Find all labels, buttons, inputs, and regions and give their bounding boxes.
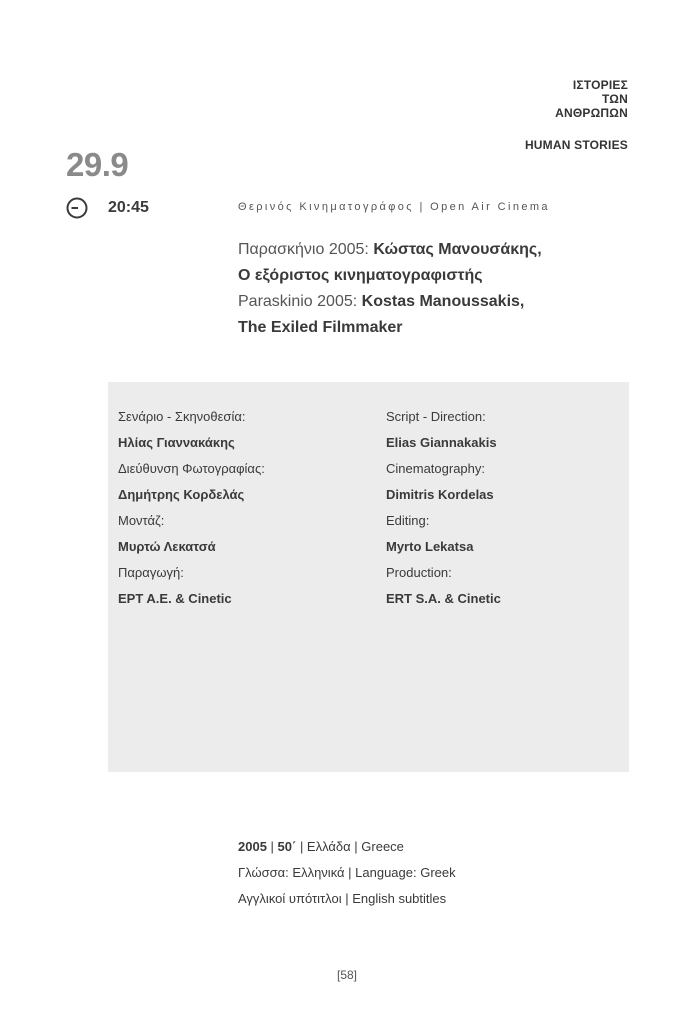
film-title-english-line2 (238, 315, 638, 341)
event-time: 20:45 (108, 199, 149, 216)
credit-value: Δημήτρης Κορδελάς (118, 487, 245, 502)
credit-label: Editing: (386, 513, 430, 528)
credit-label: Διεύθυνση Φωτογραφίας: (118, 461, 265, 476)
section-title-greek-line: ΙΣΤΟΡΙΕΣ (572, 78, 628, 92)
credit-value: ΕΡΤ Α.Ε. & Cinetic (118, 591, 232, 606)
section-title-greek (428, 78, 628, 120)
credit-value: Elias Giannakakis (386, 435, 497, 450)
film-title-greek-line2 (238, 263, 638, 289)
page-number: [58] (336, 968, 357, 982)
film-duration: 50΄ (277, 839, 297, 854)
credit-value: Myrto Lekatsa (386, 539, 474, 554)
credit-label: Script - Direction: (386, 409, 486, 424)
film-info-year-duration: 2005 | 50΄ | Ελλάδα | Greece (238, 839, 404, 854)
credit-value: Dimitris Kordelas (386, 487, 494, 502)
credit-label: Παραγωγή: (118, 565, 184, 580)
film-info (238, 834, 456, 912)
credits-english (386, 404, 501, 612)
credit-label: Μοντάζ: (118, 513, 165, 528)
film-title-greek-bold: Ο εξόριστος κινηματογραφιστής (238, 267, 483, 284)
film-title-greek-bold: Κώστας Μανουσάκης, (373, 241, 542, 258)
film-titles (238, 237, 638, 341)
credit-value: ERT S.A. & Cinetic (386, 591, 501, 606)
credit-value: Ηλίας Γιαννακάκης (118, 435, 235, 450)
film-country: | Ελλάδα | Greece (296, 839, 404, 854)
film-year: 2005 (238, 839, 267, 854)
film-title-english-prefix: Paraskinio 2005: (238, 293, 362, 310)
event-date: 29.9 (66, 146, 129, 183)
credit-label: Σενάριο - Σκηνοθεσία: (118, 409, 246, 424)
credits-greek (118, 404, 265, 612)
section-title-greek-line: ΑΝΘΡΩΠΩΝ (555, 106, 628, 120)
film-language: Γλώσσα: Ελληνικά | Language: Greek (238, 865, 456, 880)
credits-panel (108, 382, 629, 772)
credit-value: Μυρτώ Λεκατσά (118, 539, 216, 554)
section-title-greek-line: ΤΩΝ (601, 92, 628, 106)
clock-icon (66, 197, 88, 219)
film-subtitles: Αγγλικοί υπότιτλοι | English subtitles (238, 891, 447, 906)
film-title-english-line1 (238, 289, 638, 315)
event-venue: Θερινός Κινηματογράφος | Open Air Cinema (238, 201, 550, 213)
film-title-greek-prefix: Παρασκήνιο 2005: (238, 241, 374, 258)
film-title-english-bold: The Exiled Filmmaker (238, 319, 403, 336)
section-title-english: HUMAN STORIES (524, 138, 628, 152)
film-title-greek-line1 (238, 237, 638, 263)
credit-label: Cinematography: (386, 461, 485, 476)
credit-label: Production: (386, 565, 452, 580)
film-title-english-bold: Kostas Manoussakis, (361, 293, 525, 310)
